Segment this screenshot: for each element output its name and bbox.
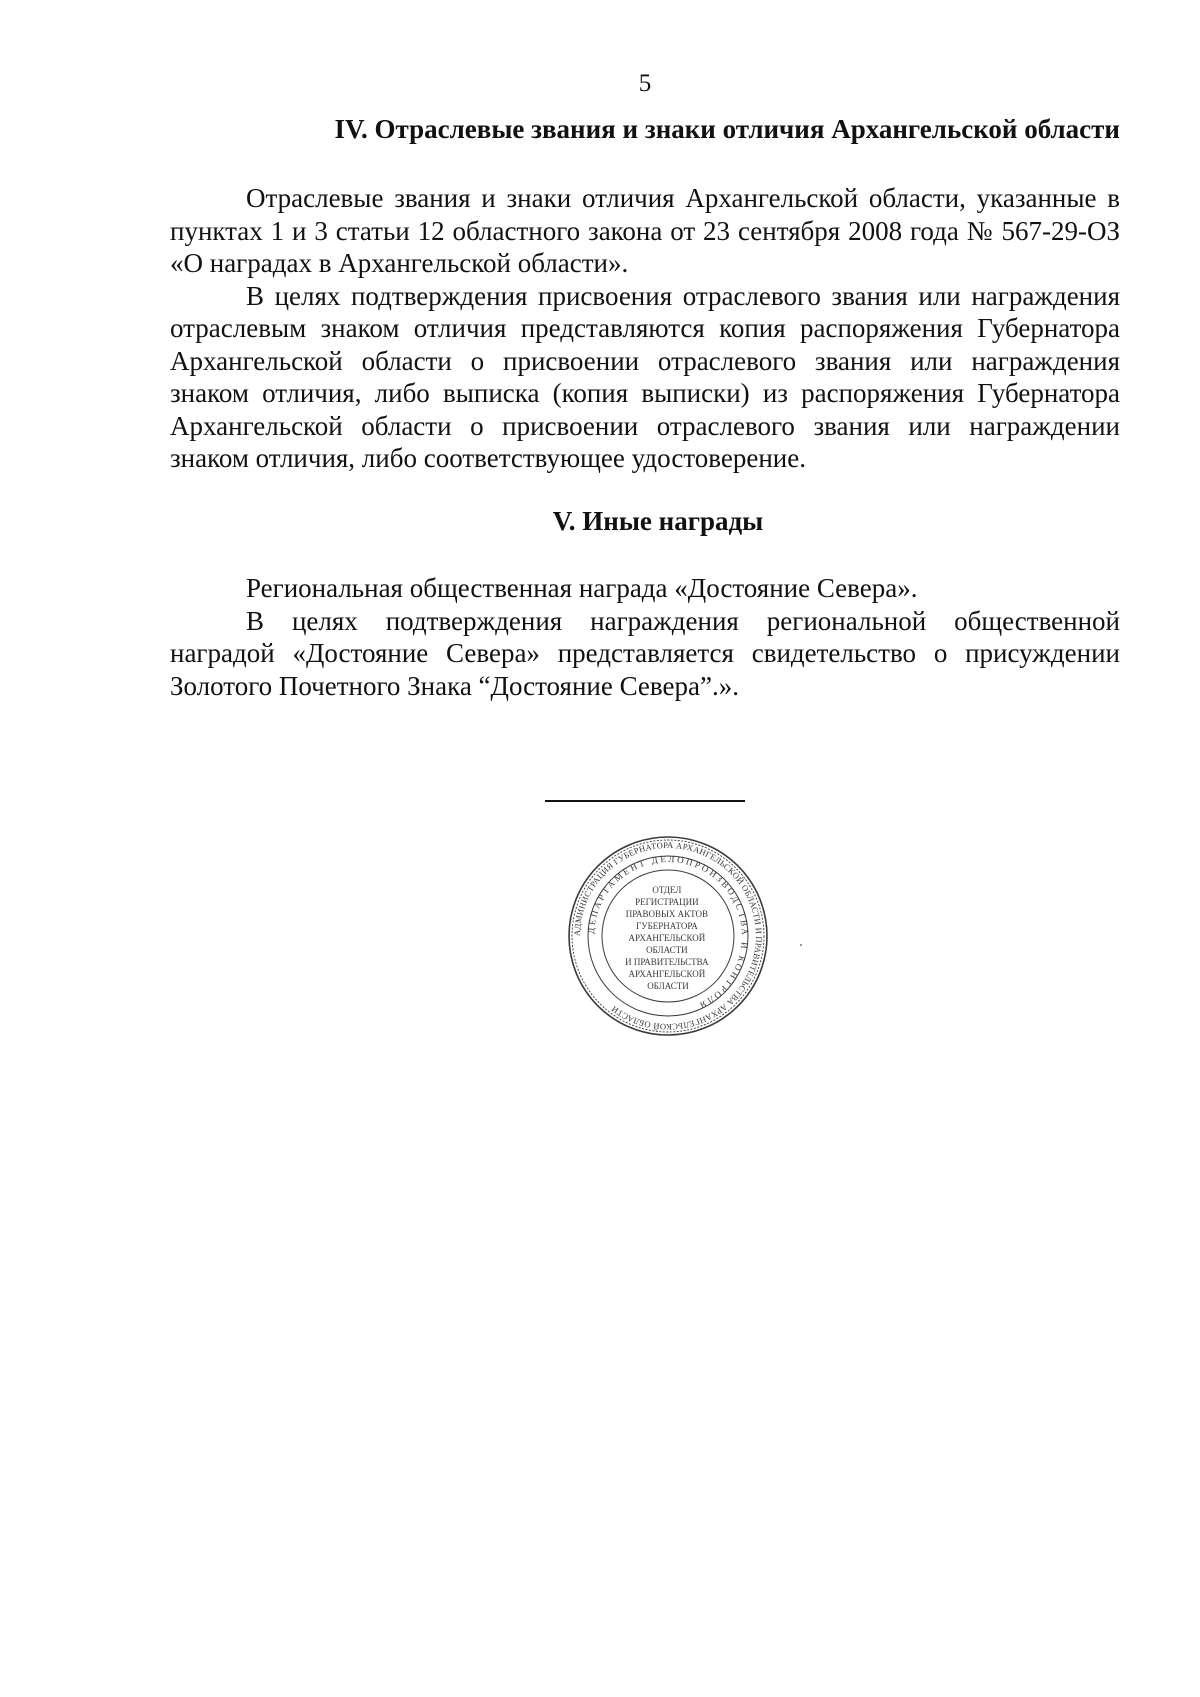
seal-center-line: ГУБЕРНАТОРА (636, 921, 698, 931)
seal-inner-ring-text: ДЕПАРТАМЕНТ ДЕЛОПРОИЗВОДСТВА И КОНТРОЛЯ (585, 853, 751, 1012)
seal-center-line: АРХАНГЕЛЬСКОЙ (628, 969, 706, 979)
seal-center-text (625, 885, 711, 991)
separator-line (545, 800, 745, 802)
seal-center-line: АРХАНГЕЛЬСКОЙ (628, 933, 706, 943)
seal-center-line: И ПРАВИТЕЛЬСТВА (625, 957, 709, 967)
official-seal-stamp (566, 834, 770, 1038)
section-5-heading: V. Иные награды (552, 506, 764, 536)
paragraph: Региональная общественная награда «Достояние Севера». (246, 573, 918, 603)
scan-speck (800, 944, 802, 946)
seal-center-line: ПРАВОВЫХ АКТОВ (625, 909, 709, 919)
seal-graphic (566, 834, 770, 1038)
seal-center-line: ОБЛАСТИ (646, 945, 688, 955)
section-5-body (170, 572, 1120, 702)
page-number: 5 (638, 70, 652, 97)
paragraph: В целях подтверждения награждения региональной общественной наградой «Достояние Севера» представляется свидетельство о присуждении Золотого Почетного Знака “Достояние Севера”.». (170, 605, 1120, 701)
seal-outer-ring-text: АДМИНИСТРАЦИЯ ГУБЕРНАТОРА АРХАНГЕЛЬСКОЙ ОБЛАСТИ И ПРАВИТЕЛЬСТВА АРХАНГЕЛЬСКОЙ ОБЛАСТИ (571, 839, 765, 1033)
paragraph: Отраслевые звания и знаки отличия Архангельской области, указанные в пунктах 1 и 3 статьи 12 областного закона от 23 сентября 2008 года № 567-29-ОЗ «О наградах в Архангельской области». (170, 183, 1120, 278)
seal-center-line: РЕГИСТРАЦИИ (635, 897, 699, 907)
section-4-body (170, 182, 1120, 475)
paragraph: В целях подтверждения присвоения отраслевого звания или награждения отраслевым знаком отличия представляются копия распоряжения Губернатора Архангельской области о присвоении отраслевого звания или награждения знаком отличия, либо выписка (копия выписки) из распоряжения Губернатора Архангельской области о присвоении отраслевого звания или награждении знаком отличия, либо соответствующее удостоверение. (170, 280, 1120, 473)
section-4-heading: IV. Отраслевые звания и знаки отличия Архангельской области (334, 114, 1120, 144)
seal-center-line: ОБЛАСТИ (647, 981, 689, 991)
seal-center-line: ОТДЕЛ (652, 885, 682, 895)
